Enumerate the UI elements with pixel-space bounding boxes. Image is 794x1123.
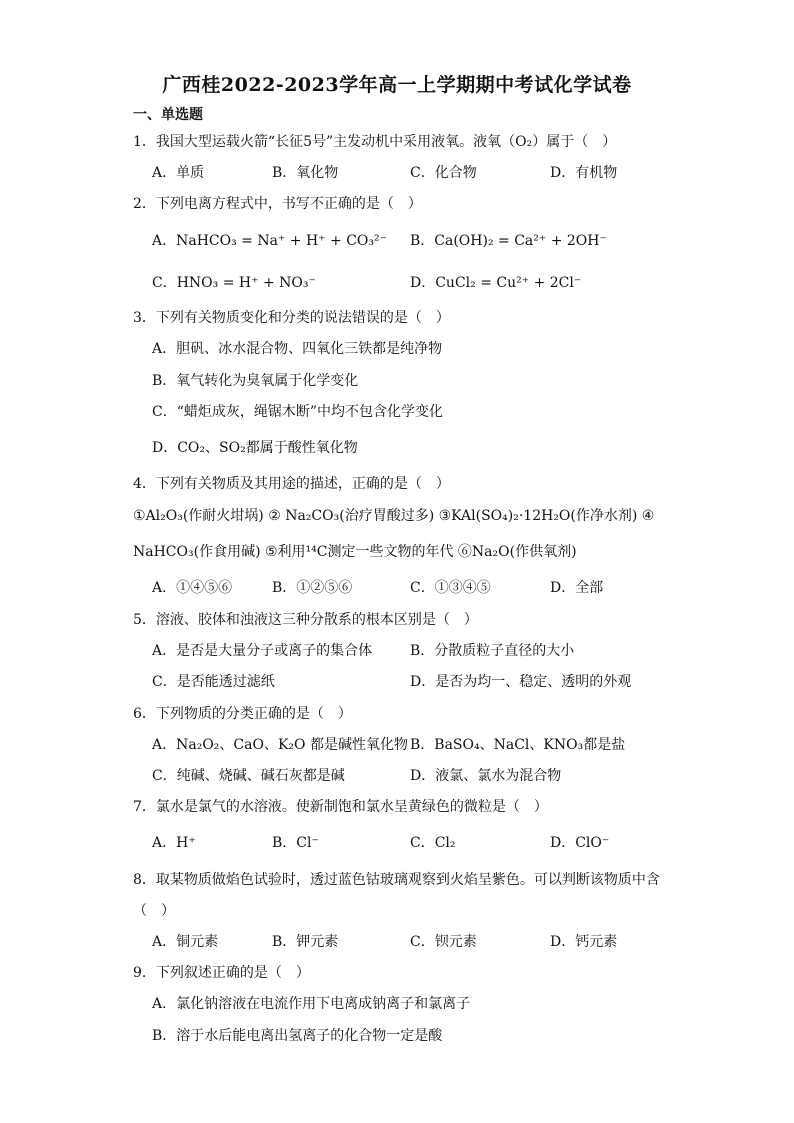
q4-option-d: D．全部 [550,580,604,596]
q4-statement-line-1: ①Al₂O₃(作耐火坩埚) ② Na₂CO₃(治疗胃酸过多) ③KAl(SO₄)₂·12H₂O(作净水剂) ④ [133,508,655,524]
q2-option-c: C．HNO₃ = H⁺ + NO₃⁻ [152,275,316,291]
section-heading: 一、单选题 [133,107,203,123]
q4-statement-line-2: NaHCO₃(作食用碱) ⑤利用¹⁴C测定一些文物的年代 ⑥Na₂O(作供氧剂) [133,544,577,560]
q4-option-a: A．①④⑤⑥ [152,580,233,596]
q5-option-d: D．是否为均一、稳定、透明的外观 [410,674,632,690]
q7-option-b: B．Cl⁻ [272,835,319,851]
q7-option-d: D．ClO⁻ [550,835,610,851]
question-6-stem: 6．下列物质的分类正确的是（ ） [133,706,352,722]
q2-option-a: A．NaHCO₃ = Na⁺ + H⁺ + CO₃²⁻ [152,233,387,249]
q5-option-b: B．分散质粒子直径的大小 [410,643,575,659]
page-title: 广西桂2022-2023学年高一上学期期中考试化学试卷 [162,74,632,96]
q1-option-c: C．化合物 [410,165,477,181]
q3-option-a: A．胆矾、冰水混合物、四氧化三铁都是纯净物 [152,341,443,357]
q8-option-b: B．钾元素 [272,934,339,950]
q6-option-b: B．BaSO₄、NaCl、KNO₃都是盐 [410,737,626,753]
q1-option-b: B．氧化物 [272,165,339,181]
question-5-stem: 5．溶液、胶体和浊液这三种分散系的根本区别是（ ） [133,612,478,628]
question-7-stem: 7．氯水是氯气的水溶液。使新制饱和氯水呈黄绿色的微粒是（ ） [133,799,548,815]
question-4-stem: 4．下列有关物质及其用途的描述，正确的是（ ） [133,476,450,492]
question-8-stem: 8．取某物质做焰色试验时，透过蓝色钴玻璃观察到火焰呈紫色。可以判断该物质中含 [133,872,660,888]
q8-option-d: D．钙元素 [550,934,618,950]
q3-option-b: B．氧气转化为臭氧属于化学变化 [152,373,359,389]
q6-option-a: A．Na₂O₂、CaO、K₂O 都是碱性氧化物 [152,737,408,753]
q6-option-d: D．液氯、氯水为混合物 [410,768,562,784]
q9-option-b: B．溶于水后能电离出氢离子的化合物一定是酸 [152,1028,443,1044]
question-3-stem: 3．下列有关物质变化和分类的说法错误的是（ ） [133,310,450,326]
question-9-stem: 9．下列叙述正确的是（ ） [133,965,310,981]
q2-option-b: B．Ca(OH)₂ = Ca²⁺ + 2OH⁻ [410,233,607,249]
question-1-stem: 1．我国大型运载火箭“长征5号”主发动机中采用液氧。液氧（O₂）属于（ ） [133,134,617,150]
question-2-stem: 2．下列电离方程式中，书写不正确的是（ ） [133,196,422,212]
q7-option-a: A．H⁺ [152,835,196,851]
q1-option-d: D．有机物 [550,165,618,181]
q9-option-a: A．氯化钠溶液在电流作用下电离成钠离子和氯离子 [152,996,471,1012]
q1-option-a: A．单质 [152,165,205,181]
q4-option-c: C．①③④⑤ [410,580,491,596]
q5-option-a: A．是否是大量分子或离子的集合体 [152,643,373,659]
q3-option-d: D．CO₂、SO₂都属于酸性氧化物 [152,440,358,456]
q6-option-c: C．纯碱、烧碱、碱石灰都是碱 [152,768,345,784]
q8-option-c: C．钡元素 [410,934,477,950]
q7-option-c: C．Cl₂ [410,835,456,851]
q8-option-a: A．铜元素 [152,934,219,950]
q3-option-c: C．“蜡炬成灰，绳锯木断”中均不包含化学变化 [152,404,444,420]
question-8-stem-continued: （ ） [133,903,175,919]
q4-option-b: B．①②⑤⑥ [272,580,353,596]
q2-option-d: D．CuCl₂ = Cu²⁺ + 2Cl⁻ [410,275,582,291]
q5-option-c: C．是否能透过滤纸 [152,674,275,690]
